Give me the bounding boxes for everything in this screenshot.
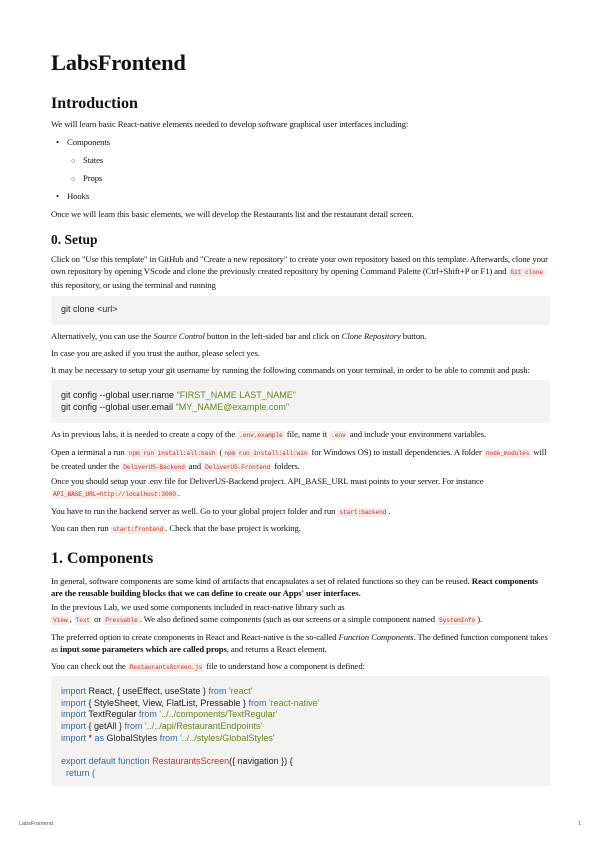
setup-paragraph-4: It may be necessary to setup your git username by running the following commands on your terminal, in order to be able to commit and push: bbox=[51, 365, 530, 375]
setup-paragraph-5: As in previous labs, it is needed to create a copy of the .env.example file, name it .env and include your environment variables. bbox=[51, 429, 486, 439]
components-paragraph-4: You can check out the RestaurantsScreen.js file to understand how a component is defined: bbox=[51, 661, 365, 671]
document-title: LabsFrontend bbox=[51, 50, 186, 75]
intro-heading: Introduction bbox=[51, 95, 138, 112]
list-item-hooks: • Hooks bbox=[67, 190, 89, 202]
code-line: return ( bbox=[61, 767, 96, 778]
code-line: import { StyleSheet, View, FlatList, Pressable } from 'react-native' bbox=[61, 697, 320, 708]
setup-heading: 0. Setup bbox=[51, 232, 98, 247]
code-line: import TextRegular from '../../components/TextRegular' bbox=[61, 709, 278, 720]
setup-paragraph-1: Click on "Use this template" in GitHub and "Create a new repository" to create your own repository based on this template. Afterwards, clone your own repository by opening VScode and clone the previously created repository by opening Command Palette (Ctrl+Shift+P or F1) and Git clone this repository, or using the terminal and running bbox=[51, 254, 548, 291]
list-item-props: ○ Props bbox=[83, 172, 102, 184]
list-item-components: • Components bbox=[67, 136, 110, 148]
code-line-blank bbox=[61, 744, 540, 756]
components-paragraph-2: In the previous Lab, we used some components included in react-native library such as View , Text or Pressable . We also defined some components (such as our screens or a simple component named SystemInfo ). bbox=[51, 602, 483, 625]
code-line: export default function RestaurantsScreen({ navigation }) { bbox=[61, 756, 293, 767]
components-heading: 1. Components bbox=[51, 550, 154, 567]
code-line: import { getAll } from '../../api/RestaurantEndpoints' bbox=[61, 721, 263, 732]
code-block-restaurants-screen bbox=[51, 676, 550, 786]
intro-closing: Once we will learn this basic elements, we will develop the Restaurants list and the restaurant detail screen. bbox=[51, 209, 414, 219]
components-paragraph-3: The preferred option to create components in React and React-native is the so-called Function Components. The defined function component takes as input some parameters which are called props, and returns a React element. bbox=[51, 632, 548, 655]
footer-page-number: 1 bbox=[578, 821, 582, 827]
components-paragraph-1: In general, software components are some kind of artifacts that encapsulates a set of related functions so they can be reused. React components are the reusable building blocks that we can define to create our Apps' user interfaces. bbox=[51, 576, 538, 599]
setup-paragraph-3: In case you are asked if you trust the author, please select yes. bbox=[51, 348, 260, 358]
inline-code: Git clone bbox=[510, 269, 544, 277]
list-item-states: ○ States bbox=[83, 154, 103, 166]
setup-paragraph-8: You have to run the backend server as well. Go to your global project folder and run start:backend . bbox=[51, 506, 391, 516]
code-line: import React, { useEffect, useState } from 'react' bbox=[61, 686, 253, 696]
footer-doc-title: LabsFrontend bbox=[19, 821, 53, 827]
code-line: import * as GlobalStyles from '../../styles/GlobalStyles' bbox=[61, 732, 275, 743]
code-block-clone bbox=[51, 296, 550, 325]
setup-paragraph-6: Open a terminal a run npm run install:all:bash ( npm run install:all:win for Windows OS) to install dependencies. A folder node_modules will be created under the DeliverUS-Backend and DeliverUS-Frontend folders. bbox=[51, 447, 547, 472]
setup-paragraph-7: Once you should setup your .env file for DeliverUS-Backend project. API_BASE_URL must points to your server. For instance API_BASE_URL=http://localhost:3000 . bbox=[51, 476, 484, 499]
intro-lead: We will learn basic React-native elements needed to develop software graphical user interfaces including: bbox=[51, 119, 409, 129]
code-line: git clone <url> bbox=[61, 304, 118, 314]
code-line: git config --global user.name "FIRST_NAME LAST_NAME" bbox=[61, 390, 296, 400]
code-block-git-config bbox=[51, 380, 550, 423]
setup-paragraph-9: You can then run start:frontend . Check that the base project is working. bbox=[51, 523, 301, 533]
code-line: git config --global user.email "MY_NAME@example.com" bbox=[61, 401, 290, 412]
setup-paragraph-2: Alternatively, you can use the Source Control button in the left-sided bar and click on Clone Repository button. bbox=[51, 331, 427, 341]
